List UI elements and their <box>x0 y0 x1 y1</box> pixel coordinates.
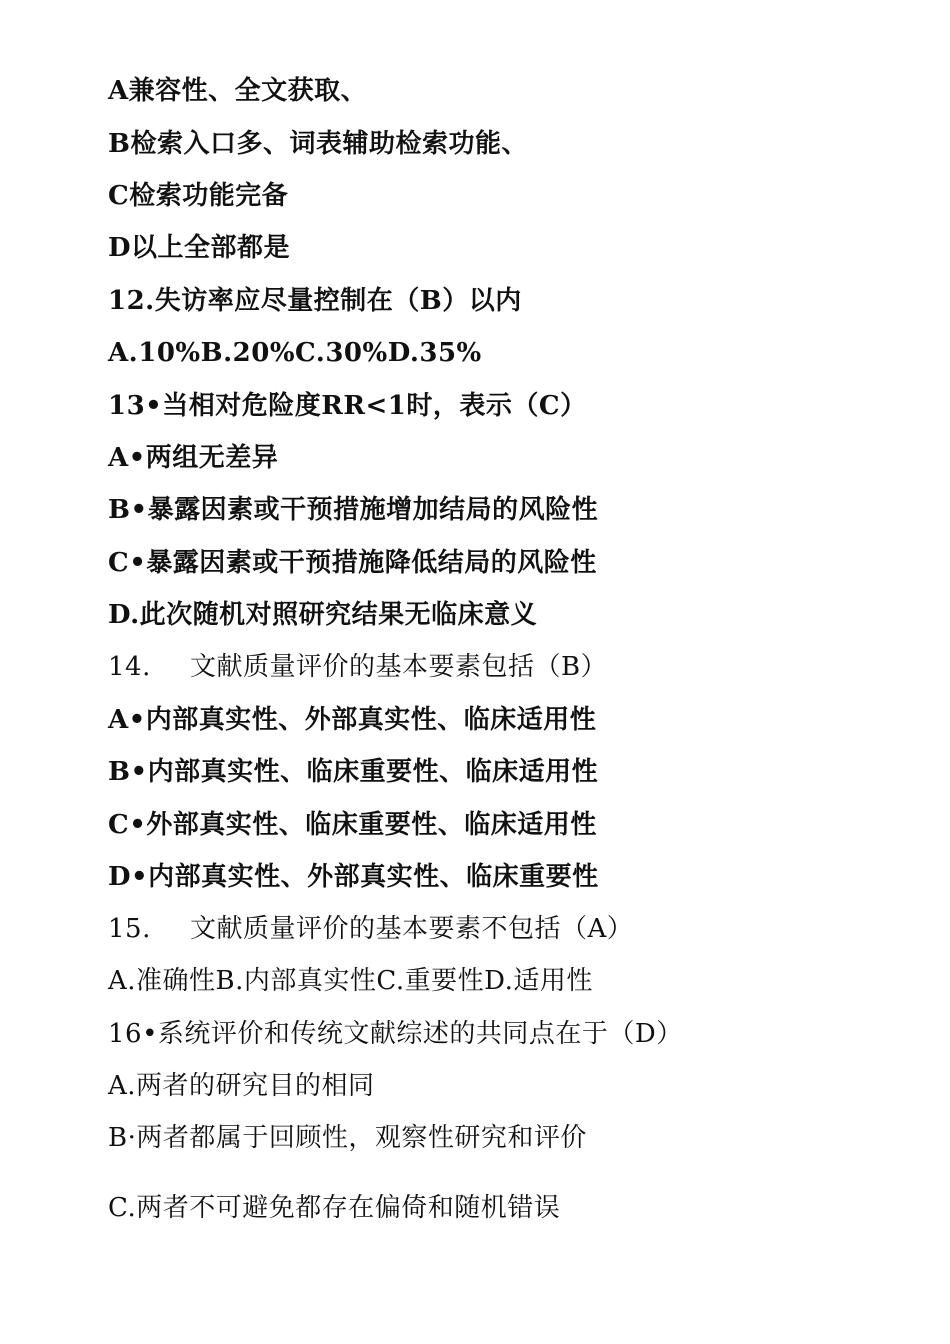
options-q15: A.准确性B.内部真实性C.重要性D.适用性 <box>108 966 593 996</box>
option-a-q11: A兼容性、全文获取、 <box>108 76 368 106</box>
question-14-number: 14. <box>108 652 151 682</box>
question-15-text: 文献质量评价的基本要素不包括（A） <box>190 914 634 944</box>
option-b-q14: B•内部真实性、临床重要性、临床适用性 <box>108 757 599 787</box>
option-d-q13: D.此次随机对照研究结果无临床意义 <box>108 600 538 630</box>
option-c-q11: C检索功能完备 <box>108 181 289 211</box>
option-a-q14: A•内部真实性、外部真实性、临床适用性 <box>108 705 597 735</box>
option-b-q16: B·两者都属于回顾性，观察性研究和评价 <box>108 1123 587 1153</box>
option-c-q14: C•外部真实性、临床重要性、临床适用性 <box>108 810 597 840</box>
question-13: 13•当相对危险度RR<1时，表示（C） <box>108 391 587 421</box>
option-d-q14: D•内部真实性、外部真实性、临床重要性 <box>108 862 599 892</box>
question-15 <box>108 912 633 946</box>
question-12: 12.失访率应尽量控制在（B）以内 <box>108 286 522 316</box>
question-14 <box>108 650 607 684</box>
option-b-q11: B检索入口多、词表辅助检索功能、 <box>108 129 528 159</box>
question-14-text: 文献质量评价的基本要素包括（B） <box>190 652 608 682</box>
option-a-q16: A.两者的研究目的相同 <box>108 1071 375 1101</box>
question-15-number: 15. <box>108 914 151 944</box>
option-b-q13: B•暴露因素或干预措施增加结局的风险性 <box>108 495 599 525</box>
option-c-q16: C.两者不可避免都存在偏倚和随机错误 <box>108 1193 561 1223</box>
option-c-q13: C•暴露因素或干预措施降低结局的风险性 <box>108 548 597 578</box>
option-a-q13: A•两组无差异 <box>108 443 279 473</box>
options-q12: A.10%B.20%C.30%D.35% <box>108 338 482 368</box>
option-d-q11: D以上全部都是 <box>108 233 291 263</box>
question-16: 16•系统评价和传统文献综述的共同点在于（D） <box>108 1019 683 1049</box>
